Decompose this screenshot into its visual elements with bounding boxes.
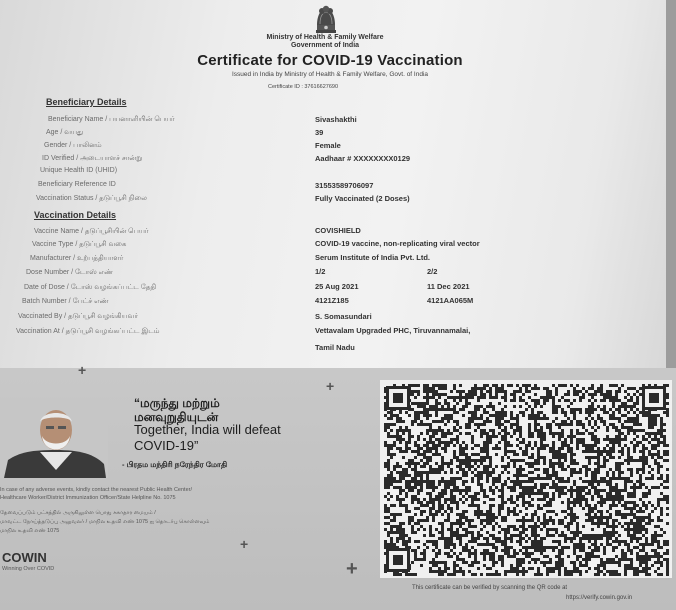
date-of-dose-label: Date of Dose / டோஸ் வழங்கப்பட்ட தேதி <box>24 284 157 291</box>
vaccine-type-label: Vaccine Type / தடுப்பூசி வகை <box>32 241 127 248</box>
national-emblem-icon <box>311 3 341 35</box>
vaccination-at-value: Vettavalam Upgraded PHC, Tiruvannamalai, <box>315 326 471 335</box>
verification-url[interactable]: https://verify.cowin.gov.in <box>566 595 633 601</box>
plus-icon: + <box>240 536 249 552</box>
batch-number-value-2: 4121AA065M <box>427 296 474 305</box>
qr-finder-pattern <box>386 548 410 572</box>
id-verified-value: Aadhaar # XXXXXXXX0129 <box>315 154 411 163</box>
beneficiary-name-label: Beneficiary Name / பயனாளியின் பெயர் <box>48 116 175 123</box>
quote-tamil-line1: “மருந்து மற்றும் <box>134 396 220 410</box>
age-label: Age / வயது <box>46 129 84 136</box>
adverse-events-tamil-line1: தேவைப்படும் பட்சத்தில் அருகிலுள்ள பொது சுகாதார மையம் / <box>0 510 156 516</box>
quote-english-line1: Together, India will defeat <box>134 422 281 437</box>
date-of-dose-value-1: 25 Aug 2021 <box>315 282 359 291</box>
verification-qr-code[interactable] <box>380 380 672 578</box>
plus-icon: + <box>346 558 358 580</box>
vaccination-at-value-line2: Tamil Nadu <box>315 343 355 352</box>
date-of-dose-value-2: 11 Dec 2021 <box>427 282 470 291</box>
beneficiary-name-value: Sivashakthi <box>315 115 357 124</box>
gender-label: Gender / பாலினம் <box>44 142 102 149</box>
manufacturer-value: Serum Institute of India Pvt. Ltd. <box>315 253 431 262</box>
prime-minister-portrait <box>0 398 108 478</box>
vaccination-status-label: Vaccination Status / தடுப்பூசி நிலை <box>36 195 147 202</box>
beneficiary-reference-label: Beneficiary Reference ID <box>38 181 116 188</box>
quote-attribution: - பிரதம மந்திரி நரேந்திர மோதி <box>122 460 228 469</box>
batch-number-value-1: 4121Z185 <box>315 296 349 305</box>
cowin-logo: COWIN <box>2 550 47 565</box>
vaccine-name-label: Vaccine Name / தடுப்பூசியின் பெயர் <box>34 228 149 235</box>
uhid-label: Unique Health ID (UHID) <box>40 167 118 174</box>
gender-value: Female <box>315 141 341 150</box>
plus-icon: + <box>78 362 87 378</box>
adverse-events-line2: Healthcare Worker/District Immunization Officer/State Helpline No. 1075 <box>0 495 176 501</box>
manufacturer-label: Manufacturer / உற்பத்தியாளர் <box>30 255 124 262</box>
qr-finder-pattern <box>386 386 410 410</box>
quote-tamil-line2: மனவுறுதியுடன் <box>134 410 219 424</box>
adverse-events-line1: In case of any adverse events, kindly contact the nearest Public Health Center/ <box>0 487 192 493</box>
government-name: Government of India <box>290 42 360 49</box>
ministry-name: Ministry of Health & Family Welfare <box>266 34 384 41</box>
vaccination-at-label: Vaccination At / தடுப்பூசி வழங்கப்பட்ட இடம் <box>16 328 160 335</box>
verification-note: This certificate can be verified by scanning the QR code at <box>412 585 568 591</box>
adverse-events-tamil-line2: மாவட்ட நோய்த்தடுப்பு அலுவலர் / மாநில உதவி எண் 1075 ஐ தொடர்பு கொள்ளவும் <box>0 519 210 525</box>
vaccine-name-value: COVISHIELD <box>315 226 361 235</box>
vaccination-details-heading: Vaccination Details <box>34 210 117 220</box>
vaccinated-by-label: Vaccinated By / தடுப்பூசி வழங்கியவர் <box>18 313 138 320</box>
certificate-title: Certificate for COVID-19 Vaccination <box>197 52 463 69</box>
dose-number-label: Dose Number / டோஸ் எண் <box>26 269 114 276</box>
issued-by-line: Issued in India by Ministry of Health & Family Welfare, Govt. of India <box>231 71 429 78</box>
age-value: 39 <box>315 128 324 137</box>
cowin-tagline: Winning Over COVID <box>2 566 55 572</box>
vaccine-type-value: COVID-19 vaccine, non-replicating viral vector <box>315 239 480 248</box>
beneficiary-details-heading: Beneficiary Details <box>46 97 127 107</box>
beneficiary-reference-value: 31553589706097 <box>315 181 374 190</box>
batch-number-label: Batch Number / பேட்ச் எண் <box>22 298 109 305</box>
certificate-id: Certificate ID : 37616627690 <box>268 84 339 90</box>
dose-number-value-1: 1/2 <box>315 267 326 276</box>
quote-english-line2: COVID-19” <box>134 438 199 453</box>
vaccinated-by-value: S. Somasundari <box>315 312 372 321</box>
adverse-events-tamil-line3: மாநில உதவி எண் 1075 <box>0 528 60 534</box>
dose-number-value-2: 2/2 <box>427 267 438 276</box>
plus-icon: + <box>326 378 335 394</box>
qr-finder-pattern <box>642 386 666 410</box>
id-verified-label: ID Verified / அடையாளச் சான்று <box>42 155 143 162</box>
vaccination-status-value: Fully Vaccinated (2 Doses) <box>315 194 410 203</box>
